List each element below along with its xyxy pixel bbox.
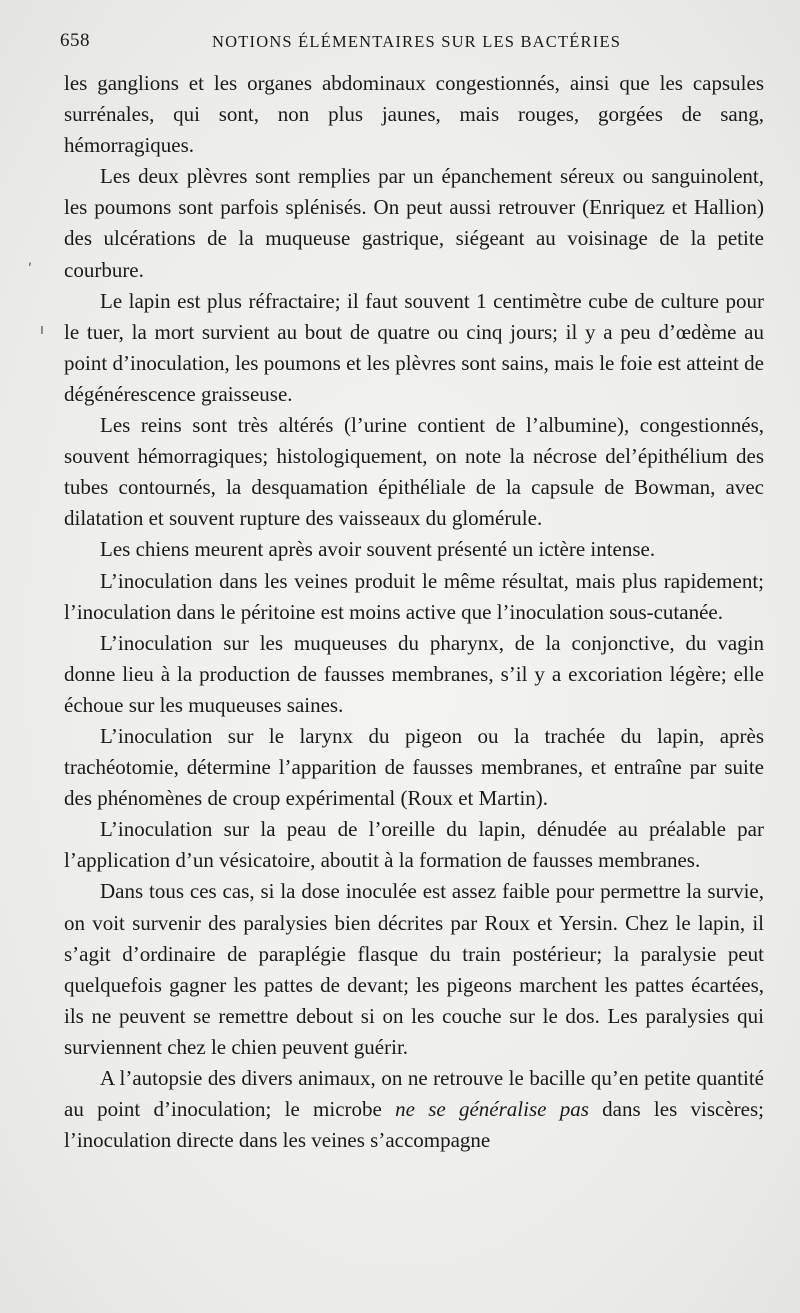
paragraph-reins: Les reins sont très altérés (l’urine contient de l’albumine), congestionnés, souvent hémorragiques; histologiquement, on note la nécrose del’épithélium des tubes contournés, la desquamation épithéliale de la capsule de Bowman, avec dilatation et souvent rupture des vaisseaux du glomérule. <box>64 413 764 531</box>
margin-mark: ı <box>40 322 44 338</box>
page-header <box>60 30 760 60</box>
paragraph-inoculation-peau: L’inoculation sur la peau de l’oreille du lapin, dénudée au préalable par l’application d’un vésicatoire, aboutit à la formation de fausses membranes. <box>64 817 764 873</box>
paragraph-lapin: Le lapin est plus réfractaire; il faut souvent 1 centimètre cube de culture pour le tuer, la mort survient au bout de quatre ou cinq jours; il y a peu d’œdème au point d’inoculation, les poumons et les plèvres sont sains, mais le foie est atteint de dégénérescence graisseuse. <box>64 288 764 406</box>
margin-mark: ʹ <box>28 262 32 278</box>
autopsie-emphasis: ne se généralise pas <box>395 1097 589 1122</box>
body-text <box>64 68 764 1156</box>
paragraph-inoculation-veines: L’inoculation dans les veines produit le même résultat, mais plus rapidement; l’inoculation dans le péritoine est moins active que l’inoculation sous-cutanée. <box>64 568 764 624</box>
paragraph-autopsie <box>64 1063 764 1156</box>
paragraph-inoculation-muqueuses: L’inoculation sur les muqueuses du pharynx, de la conjonctive, du vagin donne lieu à la production de fausses membranes, s’il y a excoriation légère; elle échoue sur les muqueuses saines. <box>64 630 764 717</box>
autopsie-text-before: A l’autopsie des divers animaux, on ne retrouve le bacille qu’en petite quantité au point d’inoculation; le microbe <box>64 1066 764 1122</box>
paragraph-paralysies: Dans tous ces cas, si la dose inoculée est assez faible pour permettre la survie, on voit survenir des paralysies bien décrites par Roux et Yersin. Chez le lapin, il s’agit d’ordinaire de paraplégie flasque du train postérieur; la paralysie peut quelquefois gagner les pattes de devant; les pigeons marchent les pattes écartées, ils ne peuvent se remettre debout si on les couche sur le dos. Les paralysies qui surviennent chez le chien peuvent guérir. <box>64 879 764 1059</box>
page-number: 658 <box>60 30 90 51</box>
paragraph-continuation: les ganglions et les organes abdominaux congestionnés, ainsi que les capsules surrénales, qui sont, non plus jaunes, mais rouges, gorgées de sang, hémorragiques. <box>64 71 764 158</box>
autopsie-text-after: dans les viscères; l’inoculation directe dans les veines s’accompagne <box>64 1097 764 1153</box>
paragraph-chiens: Les chiens meurent après avoir souvent présenté un ictère intense. <box>100 537 656 562</box>
paragraph-inoculation-larynx: L’inoculation sur le larynx du pigeon ou la trachée du lapin, après trachéotomie, détermine l’apparition de fausses membranes, et entraîne par suite des phénomènes de croup expérimental (Roux et Martin). <box>64 723 764 811</box>
running-title: NOTIONS ÉLÉMENTAIRES SUR LES BACTÉRIES <box>212 32 622 51</box>
paragraph-plevres: Les deux plèvres sont remplies par un épanchement séreux ou sanguinolent, les poumons sont parfois splénisés. On peut aussi retrouver (Enriquez et Hallion) des ulcérations de la muqueuse gastrique, siégeant au voisinage de la petite courbure. <box>64 164 764 282</box>
